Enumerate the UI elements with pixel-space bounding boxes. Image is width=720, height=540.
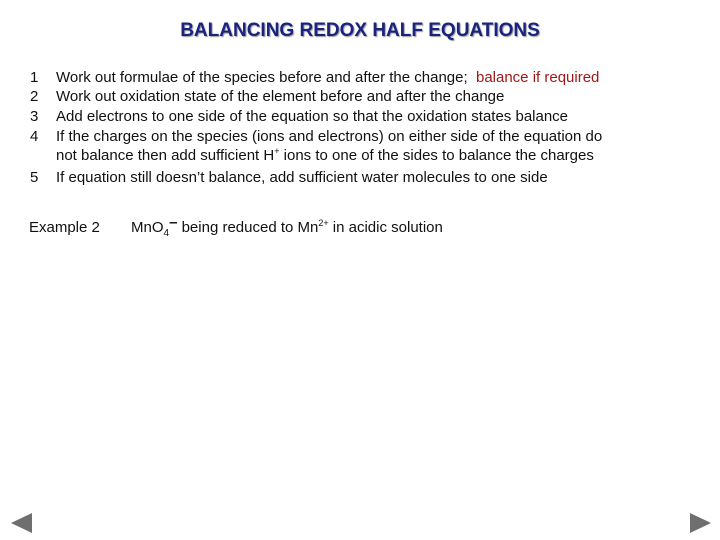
- species-formula: MnO: [131, 219, 164, 236]
- product-charge: 2+: [318, 218, 329, 228]
- step-number: 5: [30, 169, 39, 186]
- step-text: Work out oxidation state of the element before and after the change: [56, 88, 505, 105]
- step-text: Work out formulae of the species before and after the change;: [56, 69, 468, 86]
- step-number: 4: [30, 128, 39, 145]
- example-end: in acidic solution: [328, 219, 443, 236]
- example-label: Example 2: [29, 219, 100, 236]
- step-text: If equation still doesn’t balance, add sufficient water molecules to one side: [56, 169, 548, 186]
- species-charge: –: [169, 214, 178, 231]
- triangle-left-icon[interactable]: [11, 513, 32, 533]
- species-subscript: 4: [163, 228, 170, 239]
- example-middle: being reduced to Mn: [177, 219, 319, 236]
- step-number: 3: [30, 108, 39, 125]
- step-number: 2: [30, 88, 39, 105]
- step-text-line2: [56, 147, 594, 164]
- step-text: Add electrons to one side of the equation so that the oxidation states balance: [56, 108, 569, 125]
- triangle-right-icon[interactable]: [690, 513, 711, 533]
- step-highlight: balance if required: [475, 69, 600, 86]
- page-title: BALANCING REDOX HALF EQUATIONS: [180, 20, 540, 41]
- step-text-line2-start: not balance then add sufficient H: [56, 147, 275, 164]
- example-text: [131, 214, 443, 239]
- step-number: 1: [30, 69, 39, 86]
- hydrogen-charge: +: [274, 146, 280, 156]
- step-text-line1: If the charges on the species (ions and electrons) on either side of the equation do: [56, 128, 603, 145]
- step-text-line2-end: ions to one of the sides to balance the charges: [279, 147, 594, 164]
